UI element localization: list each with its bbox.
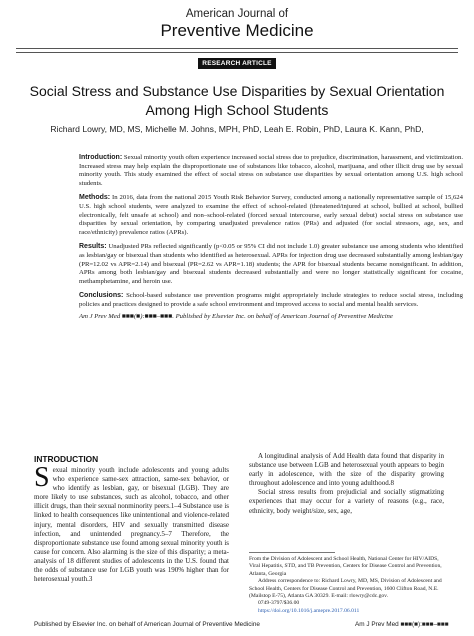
abstract-conclusions: [79, 292, 463, 309]
affiliation-rule: [249, 552, 335, 553]
article-title: Social Stress and Substance Use Disparities by Sexual Orientation Among High School Students: [29, 83, 445, 118]
correspondence-text: Address correspondence to: Richard Lowry, MD, MS, Division of Adolescent and School Health, Centers for Disease Control and Prevention, 1600 Clifton Road, N.E. (Mailstop E-75), Atlanta GA 30329. E-mail: rlowry@cdc.gov.: [249, 578, 442, 600]
doi-link[interactable]: https://doi.org/10.1016/j.amepre.2017.06.011: [258, 607, 360, 614]
footer-publisher: Published by Elsevier Inc. on behalf of American Journal of Preventive Medicine: [34, 621, 260, 628]
journal-name-line2: Preventive Medicine: [160, 21, 314, 40]
abstract-citation: Am J Prev Med ■■■(■):■■■–■■■. Published by Elsevier Inc. on behalf of American Journal of Preventive Medicine: [79, 312, 393, 320]
abstract-results-text: Unadjusted PRs reflected significantly (p<0.05 or 95% CI did not include 1.0) greater substance use among students who identified as lesbian/gay or bisexual than students who identified as heterosexual. APRs for injection drug use decreased substantially among lesbian/gay (PR=12.02 vs APR=2.14) and bisexual (PR=2.62 vs APR=1.18) students; the APR for bisexual students became nonsignificant. In addition, APRs among both lesbian/gay and bisexual students decreased substantially and were no longer statistically significant for cocaine, methamphetamine, and heroin use.: [79, 243, 463, 285]
right-paragraph-2: Social stress results from prejudicial and socially stigmatizing experiences that may occur for a variety of reasons (e.g., race, ethnicity, body weight/size, sex, age,: [249, 488, 444, 515]
research-article-badge: RESEARCH ARTICLE: [198, 58, 276, 69]
abstract-conclusions-text: School-based substance use prevention programs might appropriately include strategies to reduce social stress, including policies and practices designed to provide a safe school environment and improved access to social and mental health services.: [79, 292, 463, 308]
abstract-introduction: [79, 154, 463, 188]
header-rule-top: [16, 48, 458, 49]
right-paragraph-1: A longitudinal analysis of Add Health data found that disparity in substance use between LGB and heterosexual youth appears to begin early in adolescence, with the size of the disparity growing throughout adolescence and into young adulthood.8: [249, 452, 444, 488]
affiliation-block: [249, 556, 444, 615]
header-rule-bottom: [16, 52, 458, 53]
body-left-column: [34, 462, 229, 584]
abstract: [79, 154, 463, 327]
issn-text: 0749-3797/$36.00: [258, 600, 300, 607]
abstract-methods-heading: Methods:: [79, 194, 111, 202]
affiliation-text: From the Division of Adolescent and School Health, National Center for HIV/AIDS, Viral Hepatitis, STD, and TB Prevention, Centers for Disease Control and Prevention, Atlanta, Georgia: [249, 556, 442, 577]
footer-citation: Am J Prev Med ■■■(■):■■■–■■■: [355, 621, 449, 628]
abstract-methods: [79, 194, 463, 237]
abstract-results-heading: Results:: [79, 243, 107, 251]
body-right-column: [249, 452, 444, 516]
abstract-results: [79, 243, 463, 286]
author-list: Richard Lowry, MD, MS, Michelle M. Johns, MPH, PhD, Leah E. Robin, PhD, Laura K. Kann, PhD,: [50, 124, 424, 134]
abstract-methods-text: In 2016, data from the national 2015 Youth Risk Behavior Survey, conducted among a nationally representative sample of 15,624 U.S. high school students, were analyzed to examine the effect of school-related (threatened/injured at school, bullied at school, bullied electronically, felt unsafe at school) and non–school-related (forced sexual intercourse, early sexual debut) social stress on substance use disparities by sexual orientation, by comparing unadjusted prevalence ratios (PRs) and adjusted (for social stressors, age, sex, and race/ethnicity) prevalence ratios (APRs).: [79, 194, 463, 236]
drop-cap: S: [34, 462, 50, 493]
journal-name-line1: American Journal of: [185, 8, 289, 20]
left-column-text: exual minority youth include adolescents and young adults who experience same-sex attraction, same-sex behavior, or who identify as lesbian, gay, or bisexual (LGB). They are more likely to use substances, such as alcohol, tobacco, and other illicit drugs, than their sexual nonminority peers.1–4 Substance use is linked to health consequences like unintentional and violence-related injury, mental disorders, HIV and sexually transmitted disease infection, and unintended pregnancy.5–7 Therefore, the disproportionate substance use found among sexual minority youth is cause for concern. Also alarming is the size of this disparity; a meta-analysis of 18 different studies of adolescents in the U.S. found that the odds of substance use for LGB youth was 190% higher than for heterosexual youth.3: [34, 466, 229, 584]
abstract-introduction-text: Sexual minority youth often experience increased social stress due to prejudice, discrimination, harassment, and victimization. Increased stress may help explain the disproportionate use of substances like tobacco, alcohol, marijuana, and other illicit drug use by sexual minority youth. This study examined the effect of social stress on substance use disparities by sexual orientation among U.S. high school students.: [79, 154, 463, 187]
abstract-conclusions-heading: Conclusions:: [79, 292, 124, 300]
introduction-heading: INTRODUCTION: [34, 454, 99, 464]
abstract-introduction-heading: Introduction:: [79, 154, 123, 161]
